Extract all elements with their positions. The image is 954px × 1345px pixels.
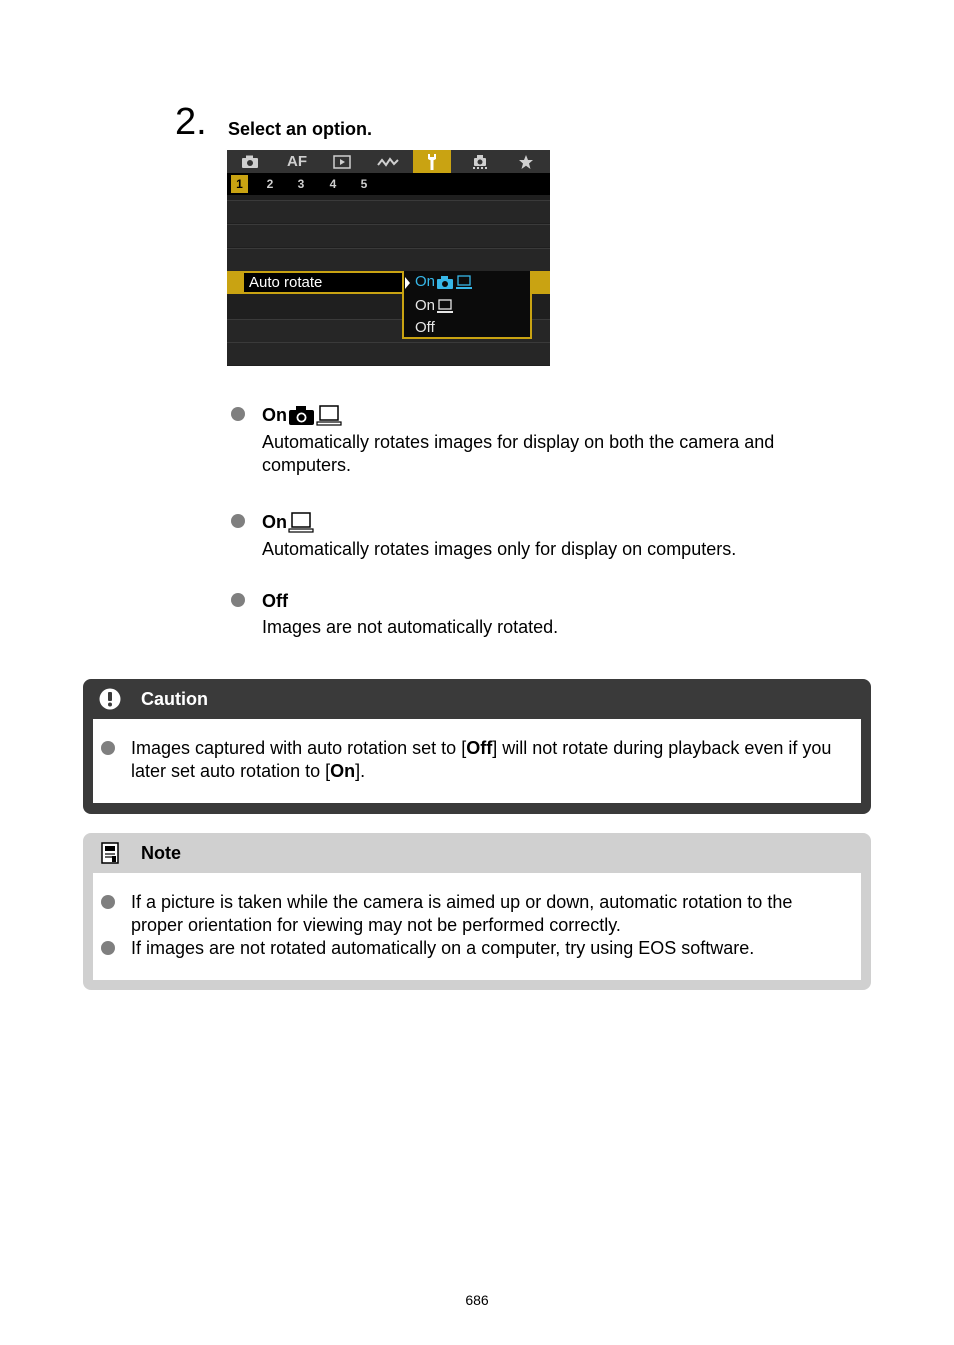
- menu-row-empty: [227, 342, 550, 365]
- subtab-4[interactable]: 4: [329, 177, 337, 191]
- option-title-off: Off: [262, 591, 288, 611]
- option-label: On: [415, 273, 436, 290]
- option-description: Automatically rotates images for display on both the camera and computers.: [262, 432, 775, 475]
- camera-icon: [436, 275, 454, 290]
- tab-af[interactable]: [278, 150, 316, 173]
- tab-af-label: AF: [287, 153, 307, 170]
- page-number: 686: [465, 1292, 489, 1308]
- note-body: [93, 873, 861, 980]
- menu-tab-bar: [227, 150, 550, 173]
- subtab-1[interactable]: 1: [231, 175, 248, 193]
- bullet: [231, 593, 245, 607]
- subtab-5[interactable]: 5: [360, 177, 368, 191]
- subtab-3[interactable]: 3: [297, 177, 305, 191]
- bullet: [231, 514, 245, 528]
- option-label: On: [415, 297, 436, 314]
- auto-rotate-dropdown: [402, 271, 532, 339]
- auto-rotate-label: Auto rotate: [249, 274, 323, 291]
- computer-icon: [316, 404, 342, 426]
- option-label: Off: [415, 319, 435, 336]
- tab-wireless[interactable]: [369, 150, 407, 173]
- dropdown-option-on-camera-computer[interactable]: [415, 271, 473, 293]
- computer-icon: [288, 511, 314, 533]
- custom-icon: [471, 154, 489, 170]
- note-item: If images are not rotated automatically on a computer, try using EOS software.: [131, 938, 755, 958]
- wireless-icon: [377, 155, 399, 169]
- note-title: Note: [141, 843, 181, 863]
- bullet: [101, 741, 115, 755]
- bullet: [231, 407, 245, 421]
- caution-body: [93, 719, 861, 803]
- tab-my-menu[interactable]: [507, 150, 545, 173]
- tab-setup[interactable]: [413, 150, 451, 173]
- caution-icon: [99, 688, 121, 710]
- tab-playback[interactable]: [323, 150, 361, 173]
- step-number: 2.: [175, 101, 207, 143]
- note-item: If a picture is taken while the camera is aimed up or down, automatic rotation to the proper orientation for viewing may not be performed correctly.: [131, 892, 793, 935]
- note-box: [83, 833, 871, 990]
- camera-icon: [288, 404, 316, 426]
- menu-row-empty: [227, 224, 550, 247]
- bullet: [101, 895, 115, 909]
- computer-icon: [436, 299, 454, 314]
- wrench-icon: [425, 153, 439, 171]
- bullet: [101, 941, 115, 955]
- option-title-on-camera-computer: On: [262, 404, 342, 426]
- option-description: Images are not automatically rotated.: [262, 617, 559, 637]
- camera-icon: [241, 155, 259, 169]
- tab-custom[interactable]: [461, 150, 499, 173]
- selection-arrow-icon: [405, 277, 410, 289]
- playback-icon: [333, 155, 351, 169]
- tab-shooting[interactable]: [231, 150, 269, 173]
- step-title: Select an option.: [228, 119, 373, 139]
- dropdown-option-on-computer[interactable]: [415, 295, 454, 317]
- camera-menu-screen: [227, 150, 550, 366]
- computer-icon: [455, 275, 473, 290]
- menu-subtab-bar: [227, 173, 550, 195]
- caution-item: Images captured with auto rotation set to [Off] will not rotate during playback even if you later set auto rotation to [On].: [131, 738, 832, 781]
- star-icon: [518, 154, 534, 170]
- menu-row-empty: [227, 248, 550, 271]
- menu-row-empty: [227, 200, 550, 223]
- subtab-2[interactable]: 2: [266, 177, 274, 191]
- option-description: Automatically rotates images only for display on computers.: [262, 539, 737, 559]
- dropdown-option-off[interactable]: [415, 317, 435, 339]
- note-icon: [99, 842, 121, 864]
- caution-box: [83, 679, 871, 814]
- option-title-on-computer: On: [262, 511, 314, 533]
- caution-title: Caution: [141, 689, 208, 709]
